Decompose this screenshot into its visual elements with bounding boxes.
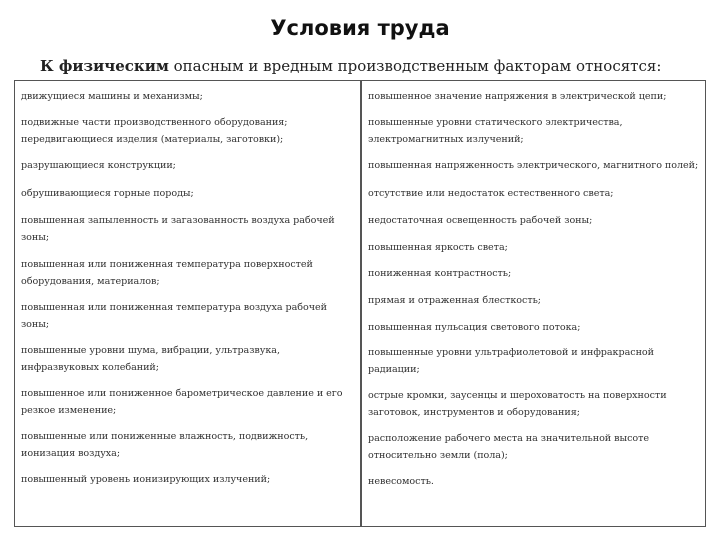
right-item: повышенные уровни ультрафиолетовой и инфракрасной радиации; (368, 347, 654, 375)
right-item: повышенные уровни статического электричества, электромагнитных излучений; (368, 117, 623, 145)
left-item: повышенная или пониженная температура поверхностей оборудования, материалов; (21, 259, 313, 287)
left-item: повышенный уровень ионизирующих излучений; (21, 474, 271, 485)
left-item: повышенные или пониженные влажность, подвижность, ионизация воздуха; (21, 431, 309, 459)
left-column (15, 81, 360, 526)
left-item: движущиеся машины и механизмы; (21, 91, 203, 102)
left-item: повышенное или пониженное барометрическое давление и его резкое изменение; (21, 388, 343, 416)
right-item: расположение рабочего места на значительной высоте относительно земли (пола); (368, 433, 650, 461)
right-column (362, 81, 705, 526)
left-item: повышенная запыленность и загазованность воздуха рабочей зоны; (21, 215, 335, 243)
right-item: отсутствие или недостаток естественного света; (368, 188, 614, 199)
slide-subtitle (40, 57, 661, 75)
right-item: прямая и отраженная блесткость; (368, 295, 541, 306)
right-item: повышенная напряженность электрического, магнитного полей; (368, 160, 699, 171)
right-item: повышенная пульсация светового потока; (368, 322, 581, 333)
slide-title: Условия труда (270, 16, 450, 40)
subtitle-bold: К физическим (40, 57, 169, 75)
right-item: повышенная яркость света; (368, 242, 508, 253)
factors-table (14, 80, 706, 527)
left-item: повышенная или пониженная температура воздуха рабочей зоны; (21, 302, 327, 330)
right-item: повышенное значение напряжения в электрической цепи; (368, 91, 667, 102)
left-item: разрушающиеся конструкции; (21, 160, 176, 171)
left-item: повышенные уровни шума, вибрации, ультразвука, инфразвуковых колебаний; (21, 345, 280, 373)
subtitle-rest: опасным и вредным производственным факторам относятся: (168, 57, 662, 75)
right-item: острые кромки, заусенцы и шероховатость на поверхности заготовок, инструментов и оборудования; (368, 390, 667, 418)
left-item: обрушивающиеся горные породы; (21, 188, 194, 199)
left-item: подвижные части производственного оборудования; передвигающиеся изделия (материалы, заготовки); (21, 117, 288, 145)
right-item: пониженная контрастность; (368, 268, 512, 279)
right-item: невесомость. (368, 476, 434, 487)
right-item: недостаточная освещенность рабочей зоны; (368, 215, 593, 226)
